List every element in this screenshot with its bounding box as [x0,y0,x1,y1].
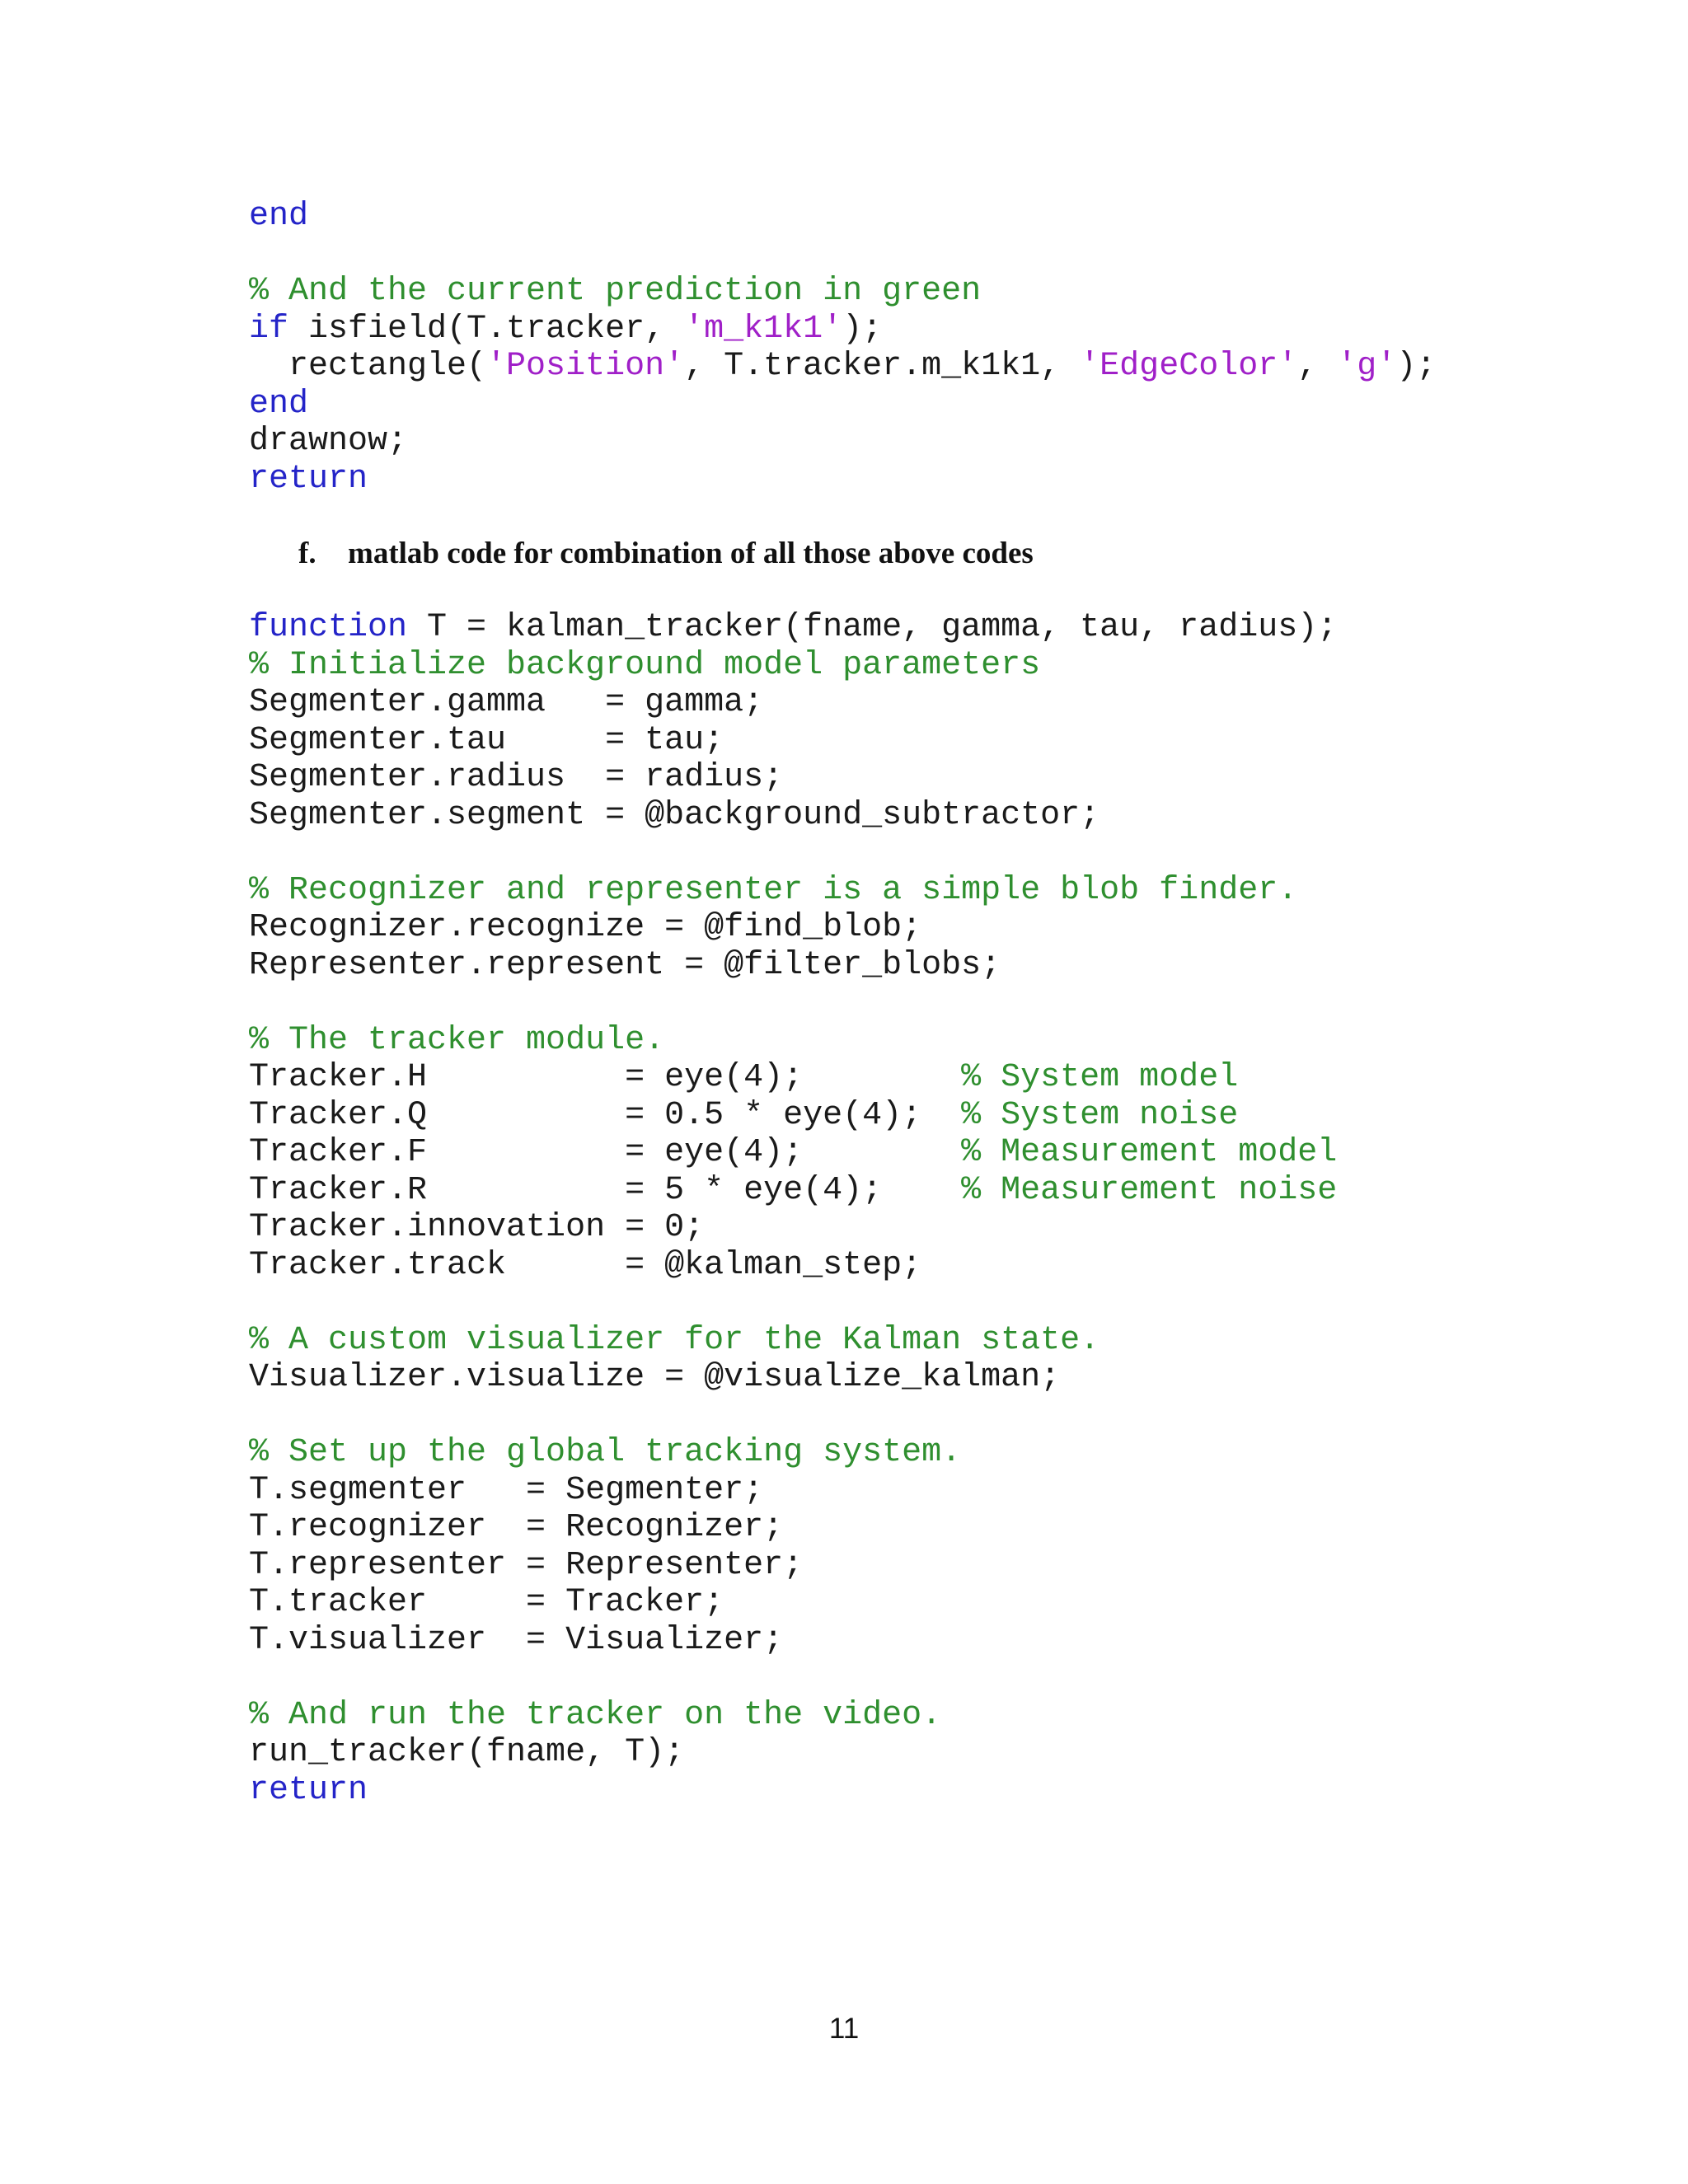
code-line [249,1697,1337,1735]
code-text: T.recognizer = Recognizer; [249,1509,784,1546]
code-keyword: if [249,310,289,348]
section-heading-marker: f. [298,537,316,570]
code-text: Segmenter.segment = @background_subtractor; [249,796,1100,834]
code-keyword: return [249,1771,368,1809]
code-line-blank [249,1659,1337,1697]
code-keyword: end [249,385,309,423]
code-text: Tracker.H = eye(4); [249,1059,962,1096]
code-block-kalman-visualizer-end [249,198,1436,498]
code-text: Representer.represent = @filter_blobs; [249,946,1001,984]
code-line [249,684,1337,722]
code-line [249,1322,1337,1360]
code-line [249,1584,1337,1622]
code-line [249,1434,1337,1472]
page-number: 11 [828,2013,860,2045]
code-line [249,348,1436,386]
code-string: 'm_k1k1' [684,310,843,348]
code-line [249,1472,1337,1510]
code-text: run_tracker(fname, T); [249,1734,685,1771]
code-text: Tracker.R = 5 * eye(4); [249,1171,962,1209]
code-comment: % Measurement noise [961,1171,1338,1209]
code-text: rectangle( [249,348,487,385]
code-line [249,198,1436,236]
code-text: Segmenter.tau = tau; [249,721,724,759]
code-keyword: function [249,609,408,646]
code-comment: % Initialize background model parameters [249,646,1041,684]
code-text: Segmenter.radius = radius; [249,759,784,796]
section-heading [298,536,1034,571]
code-line [249,1134,1337,1172]
code-text: Tracker.F = eye(4); [249,1134,962,1171]
code-line-blank [249,834,1337,872]
code-text: ); [842,310,883,348]
code-text: T.visualizer = Visualizer; [249,1621,784,1659]
code-line-blank [249,1284,1337,1322]
code-line [249,1622,1337,1660]
code-text: Tracker.Q = 0.5 * eye(4); [249,1096,962,1134]
code-text: , [1297,348,1338,385]
code-comment: % Recognizer and representer is a simple blob finder. [249,871,1298,909]
code-text: ); [1396,348,1437,385]
code-line [249,759,1337,797]
code-text: Recognizer.recognize = @find_blob; [249,909,922,946]
code-text: Tracker.track = @kalman_step; [249,1246,922,1284]
code-line-blank [249,1397,1337,1435]
code-line [249,423,1436,461]
code-line [249,909,1337,947]
code-string: 'g' [1337,348,1397,385]
code-line-blank [249,236,1436,274]
code-line [249,1359,1337,1397]
code-line [249,273,1436,311]
code-comment: % A custom visualizer for the Kalman state. [249,1321,1100,1359]
code-line [249,1547,1337,1585]
code-line [249,386,1436,424]
code-line [249,647,1337,685]
code-comment: % And run the tracker on the video. [249,1696,942,1734]
code-line [249,1734,1337,1772]
code-line [249,1209,1337,1247]
code-keyword: return [249,460,368,498]
code-line [249,461,1436,499]
code-text: T = kalman_tracker(fname, gamma, tau, radius); [407,609,1338,646]
code-line [249,1097,1337,1135]
code-line [249,609,1337,647]
code-line [249,947,1337,985]
code-comment: % Measurement model [961,1134,1338,1171]
code-block-kalman-tracker [249,609,1337,1809]
code-text: T.representer = Representer; [249,1546,804,1584]
code-text: Segmenter.gamma = gamma; [249,684,764,721]
code-comment: % The tracker module. [249,1021,665,1059]
code-string: 'EdgeColor' [1080,348,1298,385]
code-text: isfield(T.tracker, [288,310,685,348]
code-line [249,1172,1337,1210]
code-line [249,1247,1337,1285]
code-text: T.tracker = Tracker; [249,1584,724,1621]
code-line [249,1509,1337,1547]
code-line [249,1059,1337,1097]
code-text: , T.tracker.m_k1k1, [684,348,1081,385]
code-line [249,872,1337,910]
code-line-blank [249,984,1337,1022]
section-heading-text: matlab code for combination of all those above codes [348,537,1034,570]
code-line [249,1772,1337,1810]
code-text: Tracker.innovation = 0; [249,1209,705,1246]
code-comment: % Set up the global tracking system. [249,1434,962,1471]
code-text: Visualizer.visualize = @visualize_kalman; [249,1359,1061,1396]
code-line [249,797,1337,835]
code-line [249,722,1337,760]
code-text: T.segmenter = Segmenter; [249,1471,764,1509]
code-comment: % System model [961,1059,1239,1096]
code-comment: % System noise [961,1096,1239,1134]
code-line [249,311,1436,349]
code-text: drawnow; [249,423,408,460]
code-keyword: end [249,198,309,235]
code-line [249,1022,1337,1060]
code-comment: % And the current prediction in green [249,273,982,310]
code-string: 'Position' [486,348,685,385]
